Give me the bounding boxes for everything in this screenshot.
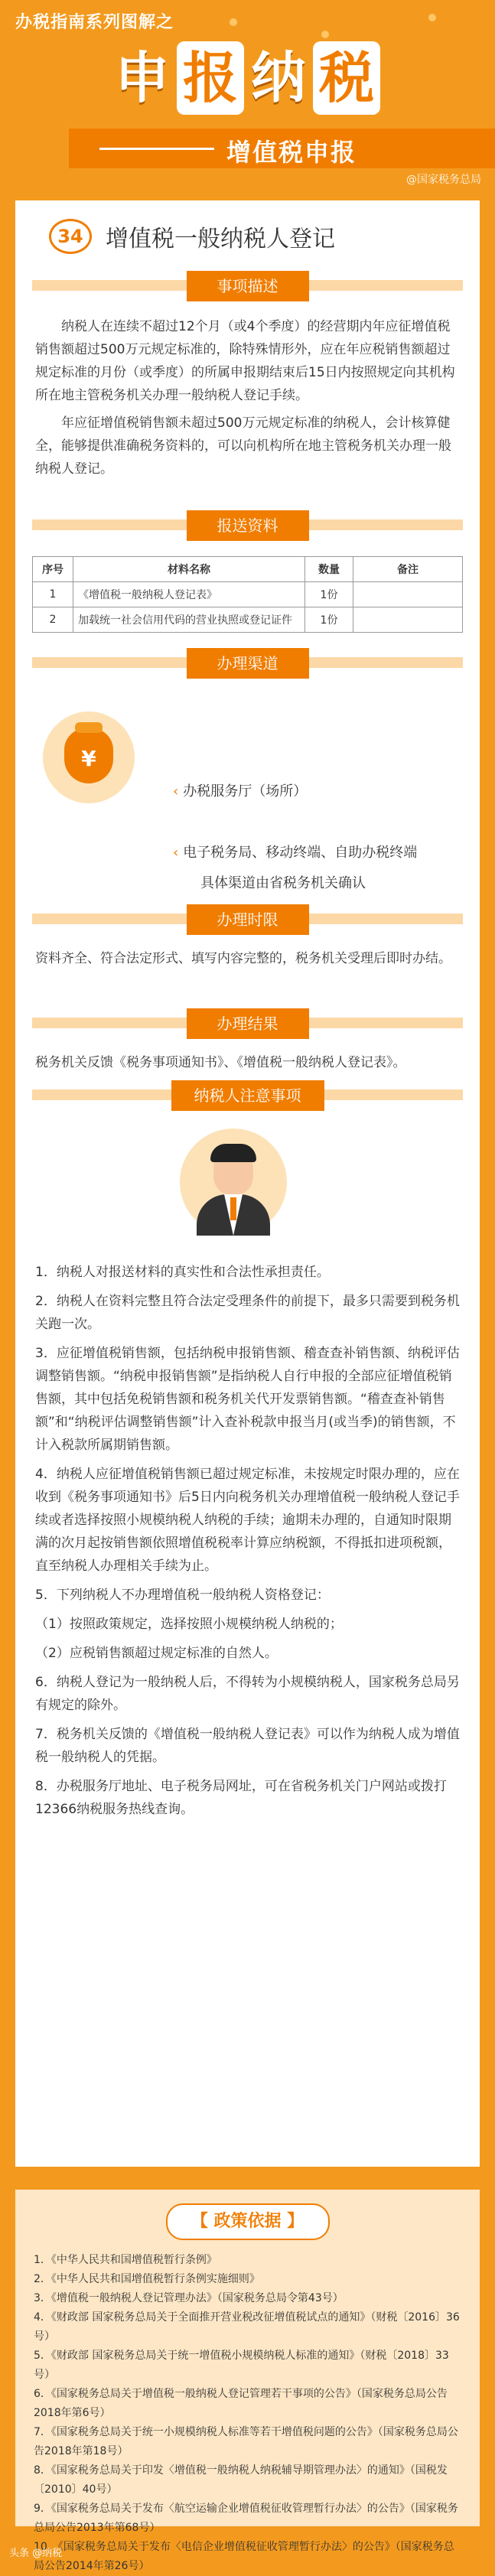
table-row [33, 607, 463, 633]
column-header: 数量 [305, 557, 353, 582]
arrow-icon: ‹ [173, 845, 179, 861]
list-item: 5．《财政部 国家税务总局关于统一增值税小规模纳税人标准的通知》（财税〔2018〕33号） [34, 2350, 449, 2381]
title-char: 纳 [251, 46, 307, 110]
decor-dot [230, 18, 237, 26]
section-label: 事项描述 [187, 271, 309, 301]
list-item: 6．纳税人登记为一般纳税人后，不得转为小规模纳税人，国家税务总局另有规定的除外。 [35, 1675, 460, 1713]
cell-note [353, 582, 463, 607]
subtitle-bar [69, 129, 495, 168]
list-item: 4．《财政部 国家税务总局关于全面推开营业税改征增值税试点的通知》（财税〔2016〕36号） [34, 2311, 460, 2343]
column-header: 序号 [33, 557, 73, 582]
decor-dot [428, 14, 436, 21]
section-label: 办理渠道 [187, 648, 309, 679]
list-item: 2．《中华人民共和国增值税暂行条例实施细则》 [34, 2273, 260, 2285]
arrow-icon: ‹ [173, 783, 179, 800]
footer-watermark: 头条 @纳税 [9, 2548, 63, 2559]
materials-table [32, 556, 463, 633]
person-avatar [180, 1128, 287, 1236]
notes-list [35, 1261, 460, 1827]
list-item: 3．《增值税一般纳税人登记管理办法》（国家税务总局令第43号） [34, 2292, 344, 2304]
header [0, 0, 495, 184]
item-title [49, 219, 335, 254]
cell-no: 1 [33, 582, 73, 607]
list-item: 3．应征增值税销售额，包括纳税申报销售额、稽查查补销售额、纳税评估调整销售额。“纳税申报销售额”是指纳税人自行申报的全部应征增值税销售额，其中包括免税销售额和税务机关代开发票销售额。“稽查查补销售额”和“纳税评估调整销售额”计入查补税款申报当月(或当季)的销售额，不计入税款所属期销售额。 [35, 1346, 460, 1453]
list-item: 5．下列纳税人不办理增值税一般纳税人资格登记： [35, 1588, 330, 1603]
column-header: 备注 [353, 557, 463, 582]
main-title [0, 41, 495, 115]
table-header-row [33, 557, 463, 582]
section-header-notes [32, 1080, 463, 1111]
list-item: 9．《国家税务总局关于发布〈航空运输企业增值税征收管理暂行办法〉的公告》（国家税务总局公告2013年第68号） [34, 2503, 458, 2534]
column-header: 材料名称 [73, 557, 305, 582]
cell-name: 加载统一社会信用代码的营业执照或登记证件 [73, 607, 305, 633]
title-char: 税 [313, 41, 380, 115]
section-label: 办理时限 [187, 904, 309, 935]
description-paragraph-1: 纳税人在连续不超过12个月（或4个季度）的经营期内年应征增值税销售额超过500万元规定标准的，除特殊情形外，应在年应税销售额超过规定标准的月份（或季度）的所属申报期结束后15日内按照规定向其机构所在地主管税务机关办理一般纳税人登记手续。 [35, 319, 455, 403]
series-title: 办税指南系列图解之 [15, 13, 174, 32]
section-header-channels [32, 648, 463, 679]
subtitle-line [99, 148, 214, 150]
section-header-materials [32, 510, 463, 541]
channel-item: ‹ 电子税务局、移动终端、自助办税终端 [173, 845, 418, 861]
description-paragraph-2: 年应征增值税销售额未超过500万元规定标准的纳税人，会计核算健全，能够提供准确税务资料的，可以向机构所在地主管税务机关办理一般纳税人登记。 [35, 415, 451, 477]
watermark: @国家税务总局 [406, 174, 481, 186]
list-item: 1．《中华人民共和国增值税暂行条例》 [34, 2254, 217, 2266]
list-item: （2）应税销售额超过规定标准的自然人。 [35, 1646, 278, 1661]
cell-qty: 1份 [305, 582, 353, 607]
list-item: 10．《国家税务总局关于发布〈电信企业增值税征收管理暂行办法〉的公告》（国家税务总局公告2014年第26号） [34, 2541, 454, 2572]
time-text: 资料齐全、符合法定形式、填写内容完整的，税务机关受理后即时办结。 [35, 951, 451, 966]
decor-dot [321, 31, 329, 38]
title-char: 申 [114, 46, 170, 110]
channel-item: ‹ 办税服务厅（场所） [173, 783, 308, 800]
title-char: 报 [177, 41, 244, 115]
policy-list [34, 2251, 462, 2576]
list-item: （1）按照政策规定，选择按照小规模纳税人纳税的； [35, 1617, 343, 1632]
cell-qty: 1份 [305, 607, 353, 633]
list-item: 8．《国家税务总局关于印发〈增值税一般纳税人纳税辅导期管理办法〉的通知》（国税发〔2010〕40号） [34, 2464, 448, 2496]
cell-no: 2 [33, 607, 73, 633]
list-item: 7．《国家税务总局关于统一小规模纳税人标准等若干增值税问题的公告》（国家税务总局公告2018年第18号） [34, 2426, 458, 2457]
list-item: 2．纳税人在资料完整且符合法定受理条件的前提下，最多只需要到税务机关跑一次。 [35, 1294, 460, 1332]
section-label: 报送资料 [187, 510, 309, 541]
subtitle: 增值税申报 [226, 138, 357, 167]
policy-header: 【 政策依据 】 [166, 2203, 330, 2240]
channel-note: 具体渠道由省税务机关确认 [200, 875, 366, 891]
table-row [33, 582, 463, 607]
section-header-description [32, 271, 463, 301]
cell-name: 《增值税一般纳税人登记表》 [73, 582, 305, 607]
item-title-text: 增值税一般纳税人登记 [106, 226, 335, 252]
section-header-time [32, 904, 463, 935]
list-item: 1．纳税人对报送材料的真实性和合法性承担责任。 [35, 1265, 330, 1280]
list-item: 8．办税服务厅地址、电子税务局网址，可在省税务机关门户网站或拨打12366纳税服务热线查询。 [35, 1779, 447, 1817]
section-header-result [32, 1008, 463, 1039]
section-label: 纳税人注意事项 [171, 1080, 324, 1111]
list-item: 4．纳税人应征增值税销售额已超过规定标准，未按规定时限办理的，应在收到《税务事项通知书》后5日内向税务机关办理增值税一般纳税人登记手续或者选择按照小规模纳税人纳税的手续；逾期未办理的，自通知时限期满的次月起按销售额依照增值税税率计算应纳税额，不得抵扣进项税额，直至纳税人办理相关手续为止。 [35, 1467, 460, 1574]
result-text: 税务机关反馈《税务事项通知书》、《增值税一般纳税人登记表》。 [35, 1055, 406, 1070]
item-number-badge: 34 [49, 219, 92, 254]
section-label: 办理结果 [187, 1008, 309, 1039]
list-item: 6．《国家税务总局关于增值税一般纳税人登记管理若干事项的公告》（国家税务总局公告2018年第6号） [34, 2388, 448, 2419]
cell-note [353, 607, 463, 633]
list-item: 7．税务机关反馈的《增值税一般纳税人登记表》可以作为纳税人成为增值税一般纳税人的凭据。 [35, 1727, 460, 1765]
money-bag-icon: ¥ [43, 712, 135, 803]
